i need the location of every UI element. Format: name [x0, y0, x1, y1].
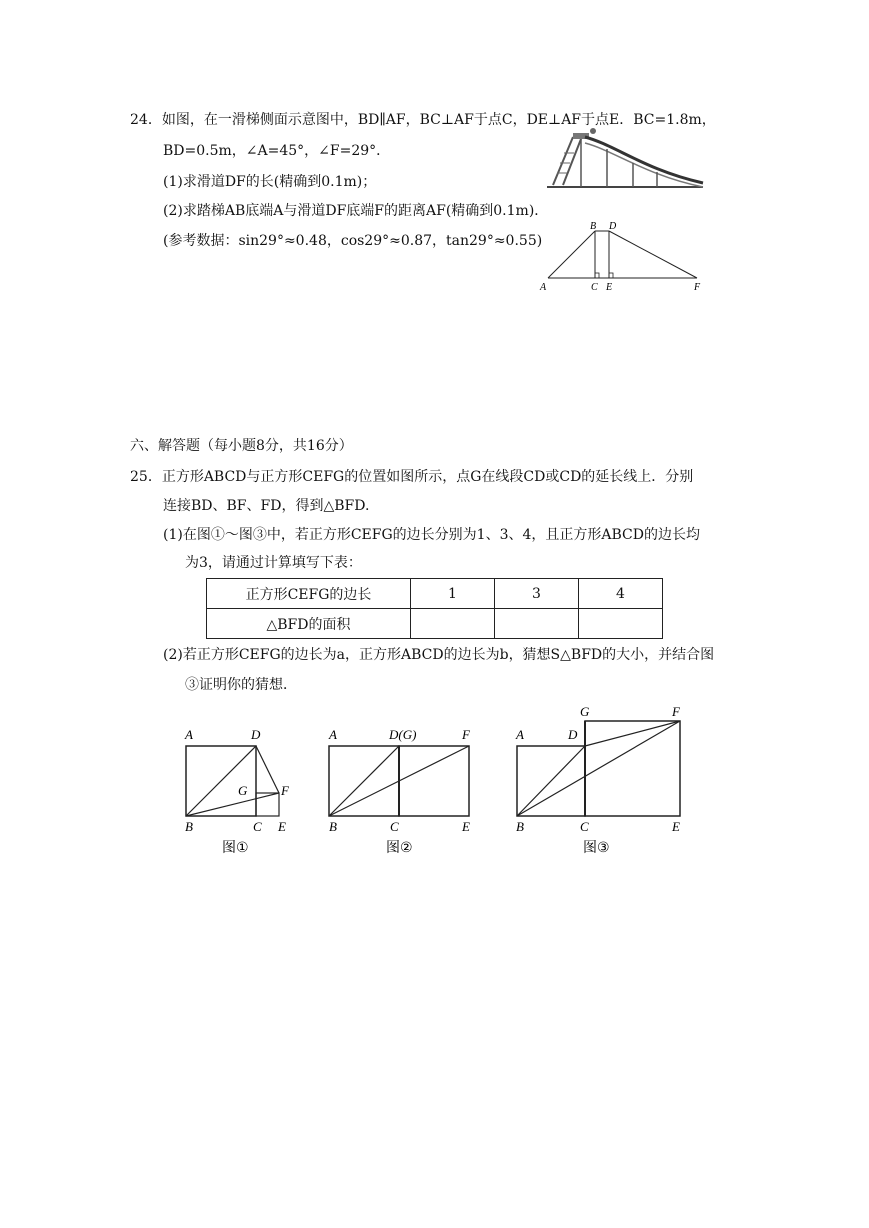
label-A: A — [540, 282, 547, 293]
fig3-label-E: E — [672, 819, 680, 834]
q25-line1: 25．正方形ABCD与正方形CEFG的位置如图所示，点G在线段CD或CD的延长线上．分别 — [130, 469, 694, 485]
q24-reference: (参考数据：sin29°≈0.48，cos29°≈0.87，tan29°≈0.55) — [163, 233, 543, 249]
label-E: E — [606, 282, 613, 293]
slide-diagram — [530, 218, 720, 298]
label-F: F — [694, 282, 701, 293]
q24-line1: 24．如图，在一滑梯侧面示意图中，BD∥AF，BC⊥AF于点C，DE⊥AF于点E．BC=1.8m， — [130, 112, 716, 128]
q25-part1: (1)在图①～图③中，若正方形CEFG的边长分别为1、3、4，且正方形ABCD的边长均 — [163, 527, 700, 543]
q24-line2: BD=0.5m，∠A=45°，∠F=29°． — [163, 143, 391, 159]
fig1-label-C: C — [253, 819, 262, 834]
fig3-label-B: B — [516, 819, 524, 834]
q25-line2: 连接BD、BF、FD，得到△BFD. — [163, 498, 370, 514]
q24-part1: (1)求滑道DF的长(精确到0.1m)； — [163, 174, 377, 190]
fig3-label-C: C — [580, 819, 589, 834]
fig2-label-C: C — [390, 819, 399, 834]
fig2-label-A: A — [329, 727, 337, 742]
fig2-label-B: B — [329, 819, 337, 834]
table-side-4: 4 — [579, 579, 663, 609]
fig1-label-B: B — [185, 819, 193, 834]
table-area-3[interactable] — [495, 609, 579, 639]
section6-title: 六、解答题（每小题8分，共16分） — [130, 438, 353, 454]
table-side-3: 3 — [495, 579, 579, 609]
area-table — [206, 578, 663, 639]
q24-part2: (2)求踏梯AB底端A与滑道DF底端F的距离AF(精确到0.1m)． — [163, 203, 549, 219]
fig1-label-A: A — [185, 727, 193, 742]
fig1-caption: 图① — [222, 840, 249, 856]
q25-figures — [170, 700, 710, 860]
fig2-label-F: F — [462, 727, 470, 742]
figure-2 — [328, 727, 471, 856]
fig1-label-F: F — [281, 783, 289, 798]
slide-photo — [545, 125, 705, 190]
figure-3 — [515, 704, 681, 856]
table-side-1: 1 — [411, 579, 495, 609]
fig2-label-E: E — [462, 819, 470, 834]
label-B: B — [590, 221, 597, 232]
fig3-label-D: D — [568, 727, 578, 742]
fig3-label-F: F — [672, 704, 680, 719]
label-D: D — [609, 221, 617, 232]
fig2-label-DG: D(G) — [389, 727, 417, 742]
table-header-side: 正方形CEFG的边长 — [207, 579, 411, 609]
q25-line4: 为3，请通过计算填写下表： — [185, 555, 362, 571]
label-C: C — [591, 282, 598, 293]
fig3-caption: 图③ — [583, 840, 610, 856]
table-area-4[interactable] — [579, 609, 663, 639]
fig2-caption: 图② — [386, 840, 413, 856]
fig3-label-G: G — [580, 704, 590, 719]
fig1-label-D: D — [251, 727, 261, 742]
q25-part2: (2)若正方形CEFG的边长为a，正方形ABCD的边长为b，猜想S△BFD的大小，并结合图 — [163, 647, 715, 663]
fig1-label-G: G — [238, 783, 248, 798]
table-area-1[interactable] — [411, 609, 495, 639]
fig1-label-E: E — [278, 819, 286, 834]
fig3-label-A: A — [516, 727, 524, 742]
q25-line6: ③证明你的猜想． — [185, 677, 297, 693]
table-header-area: △BFD的面积 — [207, 609, 411, 639]
figure-1 — [184, 727, 290, 856]
